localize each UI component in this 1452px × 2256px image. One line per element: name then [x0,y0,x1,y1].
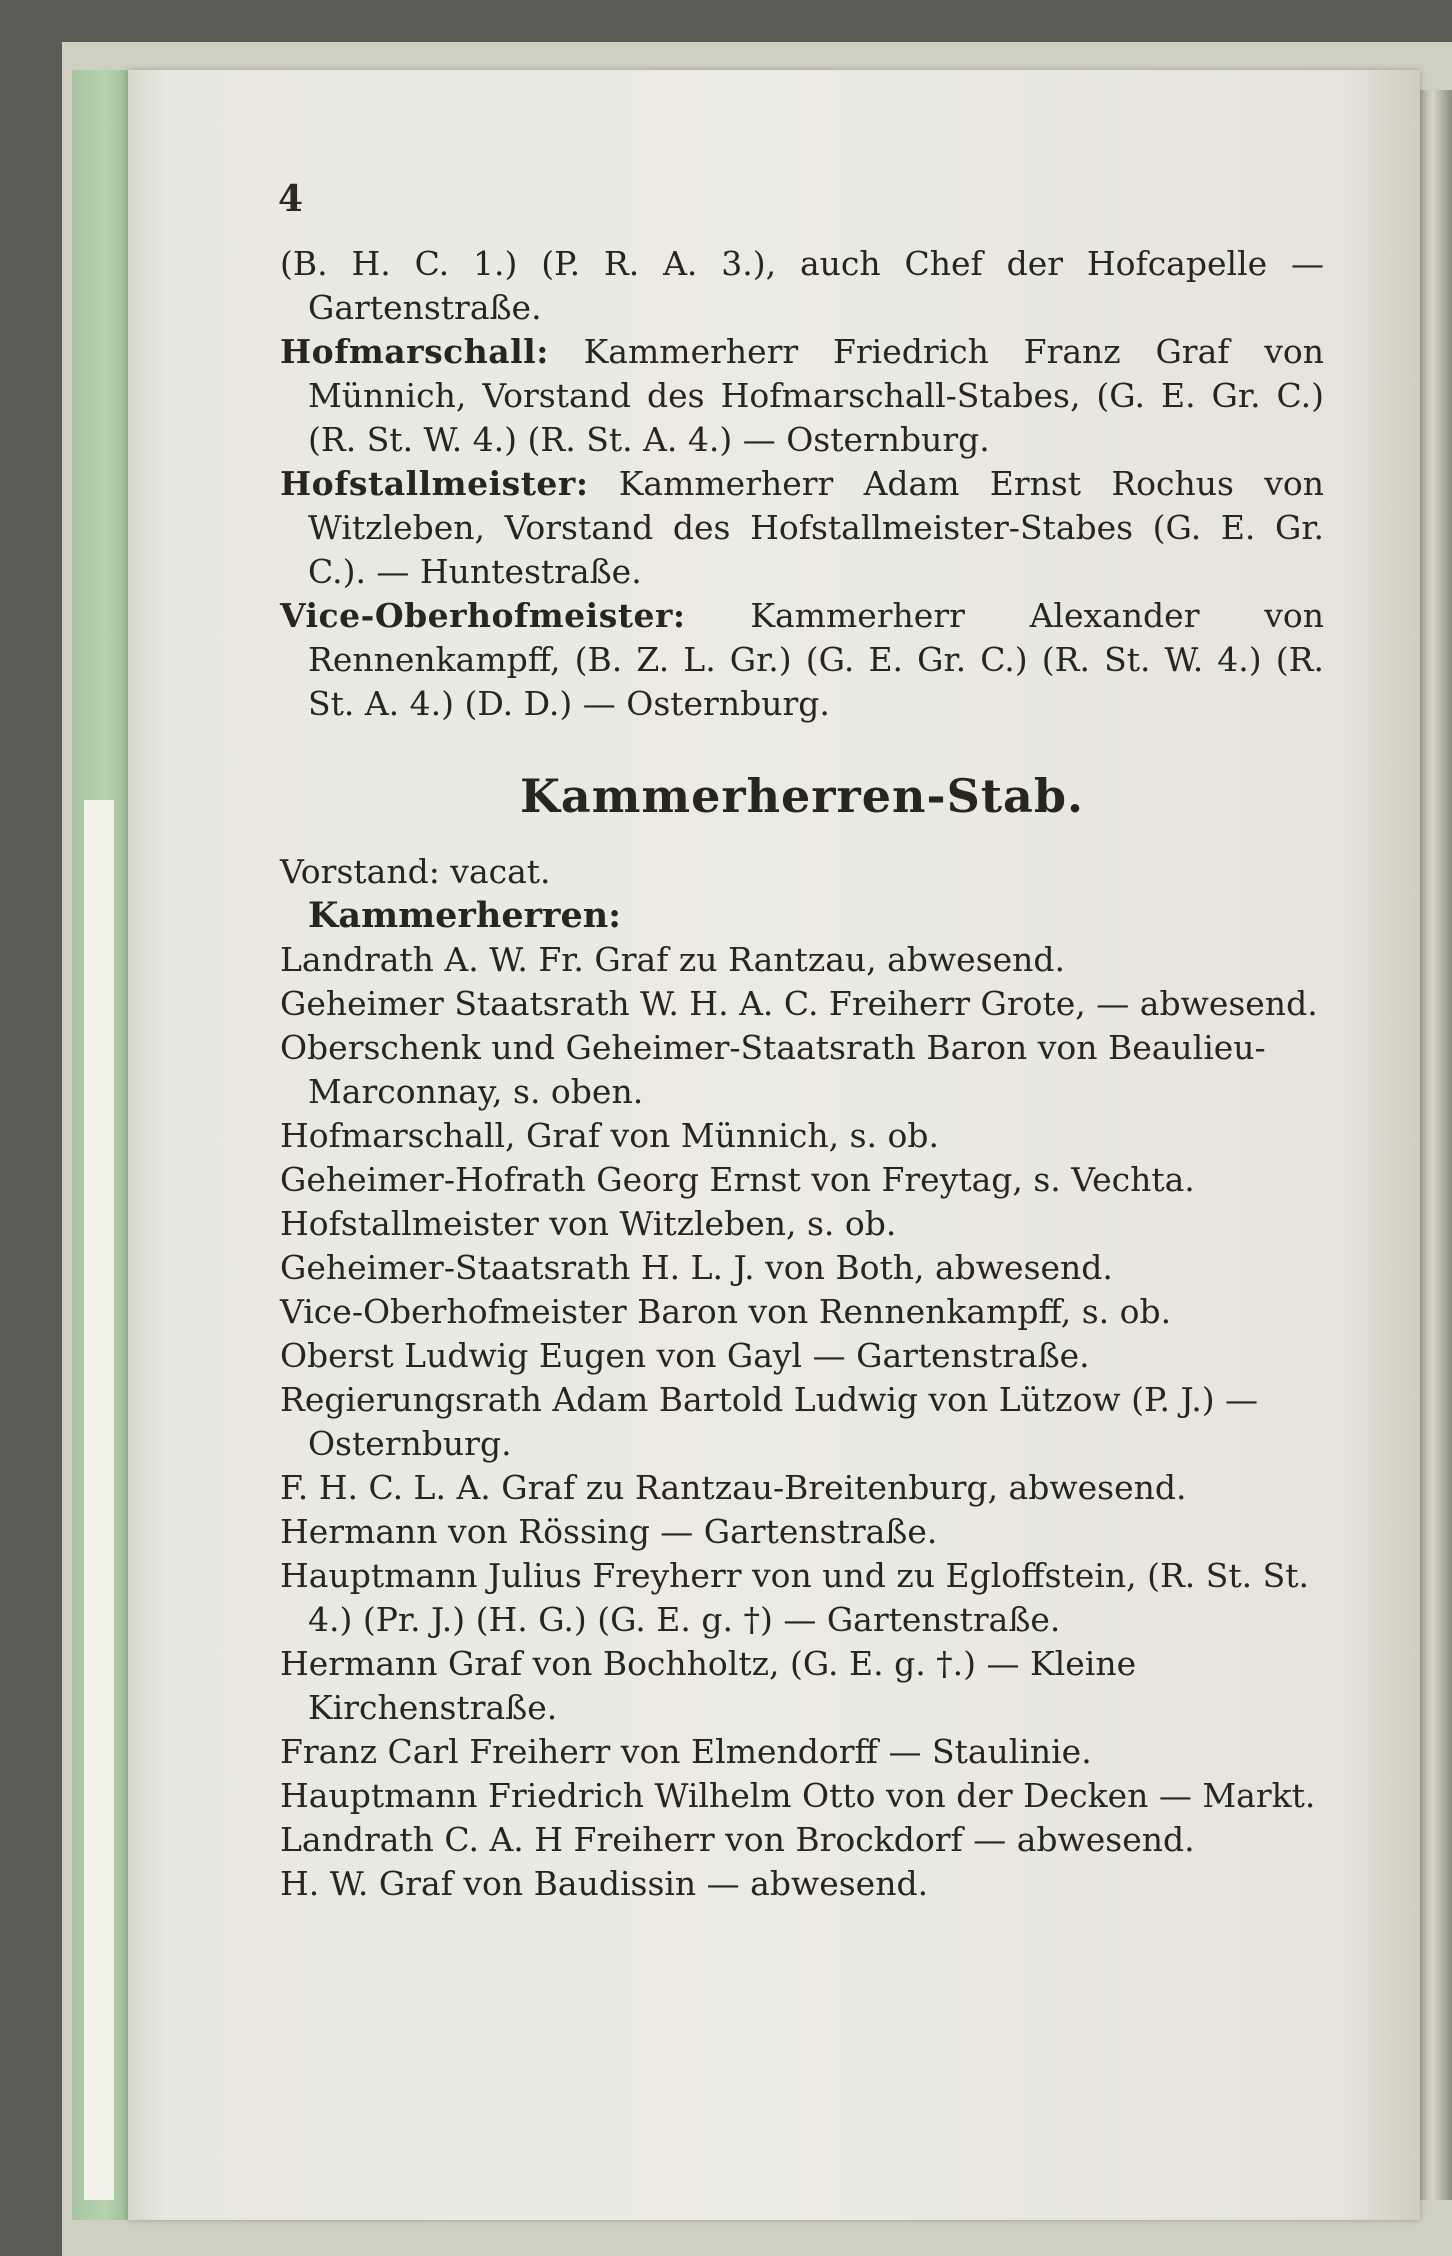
list-item: Regierungsrath Adam Bartold Ludwig von Lützow (P. J.) — Osternburg. [280,1380,1259,1463]
entry-head: Hofmarschall: [280,332,549,371]
page-text [280,242,1324,1906]
entry-body: Kammerherr Friedrich Franz Graf von Münnich, Vorstand des Hofmarschall-Stabes, (G. E. Gr. C.) (R. St. W. 4.) (R. St. A. 4.) — Osternburg. [308,332,1324,459]
entry-head: Hofstallmeister: [280,464,589,503]
list-item: Geheimer-Staatsrath H. L. J. von Both, abwesend. [280,1248,1113,1287]
vorstand-line: Vorstand: vacat. [280,852,551,891]
list-item: Hermann von Rössing — Gartenstraße. [280,1512,938,1551]
list-item: Hauptmann Friedrich Wilhelm Otto von der Decken — Markt. [280,1776,1316,1815]
page-stack-edge [1420,90,1452,2200]
list-item: Geheimer Staatsrath W. H. A. C. Freiherr Grote, — abwesend. [280,984,1318,1023]
list-item: Oberst Ludwig Eugen von Gayl — Gartenstraße. [280,1336,1090,1375]
list-item: Geheimer-Hofrath Georg Ernst von Freytag, s. Vechta. [280,1160,1195,1199]
entry-vice-oberhofmeister [280,594,1324,726]
list-item: F. H. C. L. A. Graf zu Rantzau-Breitenburg, abwesend. [280,1468,1187,1507]
entry-body: Kammerherr Adam Ernst Rochus von Witzleben, Vorstand des Hofstallmeister-Stabes (G. E. Gr. C.). — Huntestraße. [308,464,1324,591]
list-item: Hermann Graf von Bochholtz, (G. E. g. †.) — Kleine Kirchenstraße. [280,1644,1137,1727]
entry-hofstallmeister [280,462,1324,594]
entry-head: Vice-Oberhofmeister: [280,596,686,635]
entry-body: (B. H. C. 1.) (P. R. A. 3.), auch Chef der Hofcapelle — Gartenstraße. [280,244,1324,327]
list-item: Landrath C. A. H Freiherr von Brockdorf — abwesend. [280,1820,1195,1859]
entry-body: Kammerherr Alexander von Rennenkampff, (B. Z. L. Gr.) (G. E. Gr. C.) (R. St. W. 4.) (R. St. A. 4.) (D. D.) — Osternburg. [308,596,1324,723]
inserted-paper-edge [84,800,114,2200]
list-item: Vice-Oberhofmeister Baron von Rennenkampff, s. ob. [280,1292,1172,1331]
list-item: Landrath A. W. Fr. Graf zu Rantzau, abwesend. [280,940,1066,979]
court-officials-list [280,242,1324,726]
list-item: Oberschenk und Geheimer-Staatsrath Baron von Beaulieu-Marconnay, s. oben. [280,1028,1266,1111]
entry-continuation [280,242,1324,330]
list-item: Hofstallmeister von Witzleben, s. ob. [280,1204,897,1243]
list-item: Franz Carl Freiherr von Elmendorff — Staulinie. [280,1732,1092,1771]
subheading: Kammerherren: [308,895,622,936]
list-item: Hauptmann Julius Freyherr von und zu Egloffstein, (R. St. St. 4.) (Pr. J.) (H. G.) (G. E. g. †) — Gartenstraße. [280,1556,1309,1639]
entry-hofmarschall [280,330,1324,462]
page-number: 4 [278,178,304,220]
list-item: H. W. Graf von Baudissin — abwesend. [280,1864,929,1903]
section-title: Kammerherren-Stab. [519,769,1085,823]
chamberlains-list [280,938,1324,1906]
list-item: Hofmarschall, Graf von Münnich, s. ob. [280,1116,940,1155]
